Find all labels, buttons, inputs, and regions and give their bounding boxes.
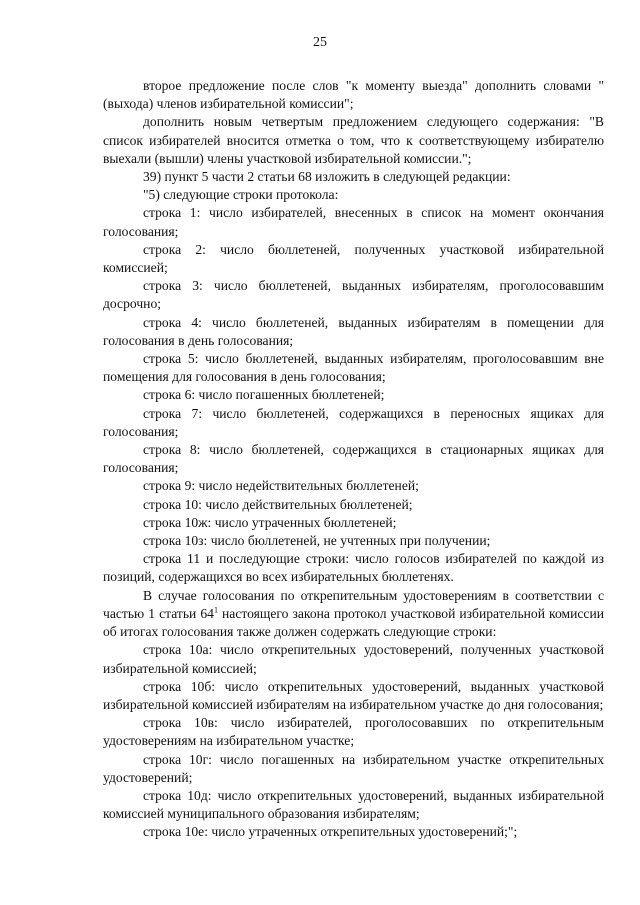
protocol-line-item: строка 2: число бюллетеней, полученных участковой избирательной комиссией; bbox=[103, 241, 604, 276]
paragraph: "5) следующие строки протокола: bbox=[143, 187, 339, 203]
protocol-line-item: строка 7: число бюллетеней, содержащихся в переносных ящиках для голосования; bbox=[103, 405, 604, 439]
protocol-line-item: строка 10в: число избирателей, проголосовавших по открепительным удостоверениям на избирательном участке; bbox=[103, 715, 604, 749]
protocol-line-item: строка 6: число погашенных бюллетеней; bbox=[143, 387, 385, 403]
protocol-line-item: строка 4: число бюллетеней, выданных избирателям в помещении для голосования в день голосования; bbox=[103, 314, 604, 348]
protocol-line-item: строка 3: число бюллетеней, выданных избирателям, проголосовавшим досрочно; bbox=[103, 278, 604, 312]
protocol-line-item: строка 5: число бюллетеней, выданных избирателям, проголосовавшим вне помещения для голосования в день голосования; bbox=[103, 351, 604, 385]
protocol-line-item: строка 10: число действительных бюллетеней; bbox=[143, 496, 413, 512]
protocol-line-item: строка 10е: число утраченных открепительных удостоверений;"; bbox=[143, 824, 518, 840]
protocol-line-item: строка 8: число бюллетеней, содержащихся в стационарных ящиках для голосования; bbox=[103, 442, 604, 476]
paragraph: второе предложение после слов "к моменту выезда" дополнить словами "(выхода) членов избирательной комиссии"; bbox=[103, 78, 604, 112]
page-number: 25 bbox=[313, 35, 327, 50]
protocol-line-item: строка 11 и последующие строки: число голосов избирателей по каждой из позиций, содержащихся во всех избирательных бюллетенях. bbox=[103, 551, 604, 585]
paragraph-text-before: В случае голосования по открепительным удостоверениям в соответствии с частью 1 статьи 64 bbox=[103, 587, 604, 621]
paragraph-text-after: настоящего закона протокол участковой избирательной комиссии об итогах голосования также должен содержать следующие строки: bbox=[103, 605, 604, 640]
protocol-line-item: строка 10з: число бюллетеней, не учтенных при получении; bbox=[143, 533, 491, 549]
protocol-line-item: строка 9: число недействительных бюллетеней; bbox=[143, 478, 419, 494]
paragraph-with-superscript bbox=[103, 587, 604, 642]
superscript-number: 1 bbox=[213, 605, 218, 615]
protocol-line-item: строка 1: число избирателей, внесенных в список на момент окончания голосования; bbox=[103, 205, 604, 239]
protocol-line-item: строка 10г: число погашенных на избирательном участке открепительных удостоверений; bbox=[103, 751, 604, 785]
protocol-line-item: строка 10ж: число утраченных бюллетеней; bbox=[143, 514, 397, 530]
paragraph: 39) пункт 5 части 2 статьи 68 изложить в следующей редакции: bbox=[143, 169, 511, 185]
protocol-line-item: строка 10б: число открепительных удостоверений, выданных участковой избирательной комиссией избирателям на избирательном участке до дня голосования; bbox=[103, 678, 604, 712]
paragraph: дополнить новым четвертым предложением следующего содержания: "В список избирателей вносится отметка о том, что к соответствующему избирателю выехали (вышли) члены участковой избирательной комиссии."; bbox=[103, 114, 604, 166]
protocol-line-item: строка 10а: число открепительных удостоверений, полученных участковой избирательной комиссией; bbox=[103, 642, 604, 676]
protocol-line-item: строка 10д: число открепительных удостоверений, выданных избирательной комиссией муниципального образования избирателям; bbox=[103, 787, 604, 822]
document-body bbox=[103, 77, 604, 842]
